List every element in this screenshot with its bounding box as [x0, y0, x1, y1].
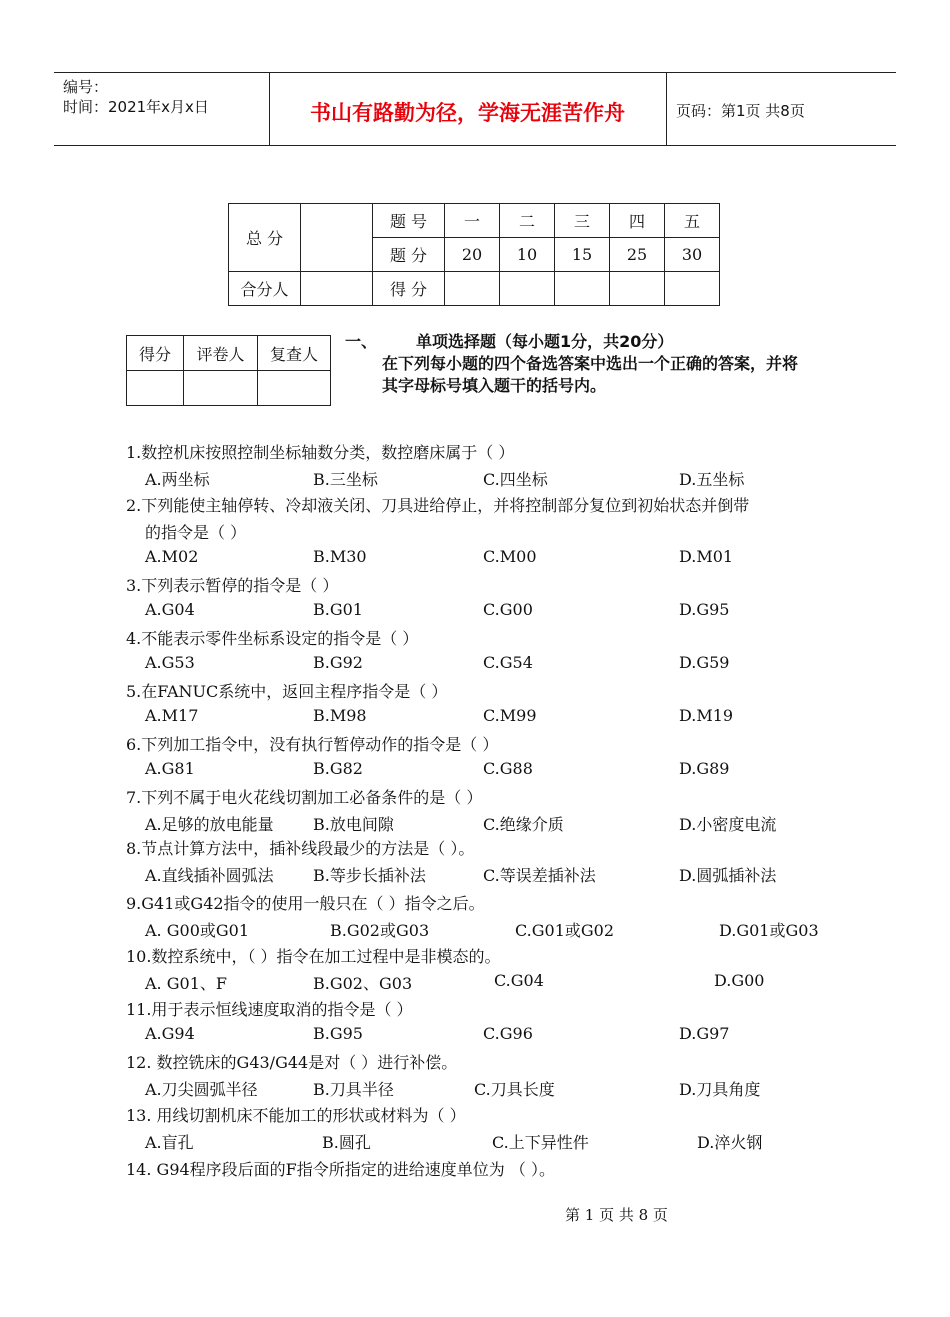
question-stem: 8.节点计算方法中，插补线段最少的方法是（ ）。	[126, 839, 475, 858]
option: C.G00	[483, 600, 533, 619]
score-cell[interactable]	[665, 272, 720, 306]
section-header: 一	[445, 204, 500, 238]
score-obtained-label: 得 分	[373, 272, 445, 306]
section-header: 四	[610, 204, 665, 238]
section-points: 30	[665, 238, 720, 272]
section-header: 二	[500, 204, 555, 238]
grader-reviewer-cell[interactable]	[184, 371, 258, 406]
option: C.绝缘介质	[483, 815, 564, 834]
question-stem: 3.下列表示暂停的指令是（ ）	[126, 576, 339, 595]
option: A.盲孔	[145, 1133, 194, 1152]
option: B.等步长插补法	[313, 866, 426, 885]
question-stem: 11.用于表示恒线速度取消的指令是（ ）	[126, 1000, 413, 1019]
option: C.刀具长度	[474, 1080, 555, 1099]
option: D.M19	[679, 706, 734, 725]
option: B.G01	[313, 600, 363, 619]
question-stem: 6.下列加工指令中，没有执行暂停动作的指令是（ ）	[126, 735, 499, 754]
option: A.刀尖圆弧半径	[145, 1080, 258, 1099]
option: D.M01	[679, 547, 734, 566]
option: D.G89	[679, 759, 730, 778]
question-stem: 7.下列不属于电火花线切割加工必备条件的是（ ）	[126, 788, 483, 807]
question-points-label: 题 分	[373, 238, 445, 272]
section-header: 三	[555, 204, 610, 238]
header-meta	[63, 77, 209, 117]
option: C.G54	[483, 653, 533, 672]
score-cell[interactable]	[445, 272, 500, 306]
question-stem: 9.G41或G42指令的使用一般只在（ ）指令之后。	[126, 894, 485, 913]
number-label: 编号：	[63, 78, 109, 96]
option: A.G94	[145, 1024, 195, 1043]
option: B.G02、G03	[313, 974, 413, 993]
question-stem: 13. 用线切割机床不能加工的形状或材料为（ ）	[126, 1106, 466, 1125]
option: B.G95	[313, 1024, 363, 1043]
option: A.G53	[145, 653, 195, 672]
option: C.上下异性件	[492, 1133, 589, 1152]
option: A.两坐标	[145, 470, 210, 489]
option: C.G96	[483, 1024, 533, 1043]
option: A.G81	[145, 759, 195, 778]
option: A.M17	[145, 706, 199, 725]
grader-header-score: 得分	[127, 336, 184, 371]
total-score-cell[interactable]	[301, 204, 373, 272]
question-stem: 4.不能表示零件坐标系设定的指令是（ ）	[126, 629, 419, 648]
option: A.直线插补圆弧法	[145, 866, 274, 885]
page-footer: 第 1 页 共 8 页	[565, 1206, 668, 1224]
combiner-cell[interactable]	[301, 272, 373, 306]
option: A.G04	[145, 600, 195, 619]
option: D.G00	[714, 971, 765, 990]
page-header	[54, 72, 896, 146]
question-stem: 5.在FANUC系统中，返回主程序指令是（ ）	[126, 682, 448, 701]
option: C.等误差插补法	[483, 866, 596, 885]
option: D.五坐标	[679, 470, 745, 489]
option: D.G97	[679, 1024, 730, 1043]
score-table	[228, 203, 720, 306]
option: A. G00或G01	[145, 921, 250, 940]
option: A.M02	[145, 547, 199, 566]
option: D.G01或G03	[719, 921, 819, 940]
total-score-label: 总 分	[229, 204, 301, 272]
section-title: 单项选择题（每小题1分，共20分）	[416, 332, 674, 351]
grader-header-reviewer: 评卷人	[184, 336, 258, 371]
score-cell[interactable]	[555, 272, 610, 306]
question-stem: 14. G94程序段后面的F指令所指定的进给速度单位为 （ ）。	[126, 1160, 555, 1179]
question-stem: 2.下列能使主轴停转、冷却液关闭、刀具进给停止，并将控制部分复位到初始状态并倒带	[126, 496, 750, 515]
option: D.刀具角度	[679, 1080, 761, 1099]
question-stem: 1.数控机床按照控制坐标轴数分类，数控磨床属于（ ）	[126, 443, 515, 462]
question-stem-continued: 的指令是（ ）	[145, 523, 247, 542]
option: B.刀具半径	[313, 1080, 394, 1099]
section-instruction: 在下列每小题的四个备选答案中选出一个正确的答案，并将其字母标号填入题干的括号内。	[382, 354, 799, 395]
time-label: 时间：2021年x月x日	[63, 98, 209, 116]
score-cell[interactable]	[610, 272, 665, 306]
grader-header-checker: 复查人	[258, 336, 331, 371]
option: D.G95	[679, 600, 730, 619]
option: D.淬火钢	[697, 1133, 763, 1152]
section-points: 20	[445, 238, 500, 272]
option: B.圆孔	[322, 1133, 371, 1152]
section-points: 15	[555, 238, 610, 272]
option: D.G59	[679, 653, 730, 672]
option: C.G04	[494, 971, 544, 990]
grader-checker-cell[interactable]	[258, 371, 331, 406]
section-number: 一、	[345, 332, 378, 351]
score-cell[interactable]	[500, 272, 555, 306]
motto: 书山有路勤为径，学海无涯苦作舟	[310, 101, 625, 125]
option: D.圆弧插补法	[679, 866, 777, 885]
option: C.四坐标	[483, 470, 548, 489]
section-header: 五	[665, 204, 720, 238]
option: B.M30	[313, 547, 367, 566]
combiner-label: 合分人	[229, 272, 301, 306]
section-points: 10	[500, 238, 555, 272]
option: D.小密度电流	[679, 815, 777, 834]
option: C.M99	[483, 706, 537, 725]
option: C.M00	[483, 547, 537, 566]
option: B.G02或G03	[330, 921, 430, 940]
option: B.G82	[313, 759, 363, 778]
page-info: 页码：第1页 共8页	[676, 102, 805, 120]
question-stem: 10.数控系统中，（ ）指令在加工过程中是非模态的。	[126, 947, 501, 966]
option: A. G01、F	[145, 974, 227, 993]
option: B.G92	[313, 653, 363, 672]
option: B.放电间隙	[313, 815, 394, 834]
grader-score-cell[interactable]	[127, 371, 184, 406]
option: B.三坐标	[313, 470, 378, 489]
option: B.M98	[313, 706, 367, 725]
question-number-label: 题 号	[373, 204, 445, 238]
option: C.G88	[483, 759, 533, 778]
section-points: 25	[610, 238, 665, 272]
grader-table	[126, 335, 331, 406]
option: C.G01或G02	[515, 921, 615, 940]
option: A.足够的放电能量	[145, 815, 274, 834]
question-stem: 12. 数控铣床的G43/G44是对（ ）进行补偿。	[126, 1053, 458, 1072]
